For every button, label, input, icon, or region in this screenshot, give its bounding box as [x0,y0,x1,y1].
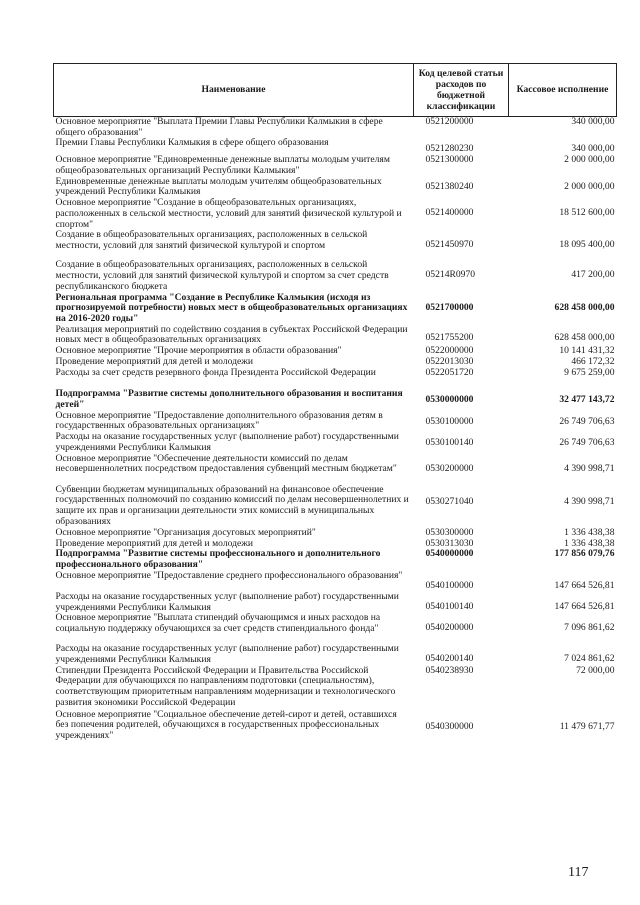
row-code: 0540100000 [425,579,474,591]
row-code: 0521200000 [425,116,474,127]
row-code: 0530200000 [425,462,474,474]
table-row [54,485,617,528]
table-row [54,454,617,485]
row-name: Расходы на оказание государственных услуг (выполнение работ) государственными учреждениями Республики Калмыкия [55,590,399,613]
row-amount: 147 664 526,81 [554,600,615,612]
row-code: 0540100140 [425,600,474,612]
row-name: Проведение мероприятий для детей и молодежи [55,356,254,368]
page-number: 117 [568,865,589,880]
row-amount: 340 000,00 [571,143,615,155]
table-row [54,293,617,325]
row-name: Региональная программа "Создание в Республике Калмыкия (исходя из прогнозируемой потребности) новых мест в общеобразовательных организациях на 2016-2020 годы" [55,291,408,325]
row-amount: 26 749 706,63 [559,415,615,427]
table-row [54,389,617,410]
row-amount: 466 172,32 [571,356,615,368]
row-amount: 177 856 079,76 [554,548,615,560]
table-row [54,571,617,592]
table-row [54,155,617,176]
row-amount: 18 095 400,00 [559,239,615,251]
row-code: 0521380240 [425,180,474,192]
table-row [54,644,617,665]
row-name: Создание в общеобразовательных организациях, расположенных в сельской местности, условий для занятий физической культурой и спортом [55,229,368,252]
table-row [54,138,617,155]
row-code: 0530100000 [425,415,474,427]
row-code: 0540200140 [425,653,474,665]
row-name: Основное мероприятие "Организация досуговых мероприятий" [55,526,316,538]
row-code: 0530000000 [425,394,474,406]
row-name: Основное мероприятие "Предоставление среднего профессионального образования" [55,569,403,581]
row-amount: 4 390 998,71 [564,462,615,474]
row-name: Основное мероприятие "Выплата Премии Главы Республики Калмыкия в сфере общего образования" [55,116,383,138]
row-code: 05214R0970 [425,269,476,281]
row-name: Реализация мероприятий по содействию создания в субъектах Российской Федерации новых мест в общеобразовательных организациях [55,323,408,346]
table-row [54,230,617,260]
row-name: Основное мероприятие "Социальное обеспечение детей-сирот и детей, оставшихся без попечения родителей, обучающихся в государственных профессиональных учреждениях" [55,708,397,742]
row-name: Основное мероприятие "Предоставление дополнительного образования детям в государственных образовательных организациях" [55,409,383,432]
row-name: Основное мероприятие "Обеспечение деятельности комиссий по делам несовершеннолетних посредством предоставления субвенций местным бюджетам" [55,452,397,475]
table-row [54,325,617,346]
row-name: Проведение мероприятий для детей и молодежи [55,537,254,549]
row-name: Единовременные денежные выплаты молодым учителям общеобразовательных учреждений Республики Калмыкия [55,175,382,198]
header-amount: Кассовое исполнение [509,64,617,117]
table-row [54,411,617,432]
row-code: 0521400000 [425,207,474,219]
row-name: Расходы за счет средств резервного фонда Президента Российской Федерации [55,367,376,379]
row-amount: 9 675 259,00 [564,367,615,379]
row-code: 0540200000 [425,622,474,634]
row-name: Подпрограмма "Развитие системы профессионального и дополнительного профессионального образования" [55,548,381,571]
budget-execution-table [53,63,617,744]
row-code: 0522013030 [425,356,474,368]
table-header-row [54,64,617,117]
header-name: Наименование [54,64,414,117]
row-amount: 18 512 600,00 [559,207,615,219]
table-row [54,666,617,710]
row-code: 0530100140 [425,437,474,449]
row-code: 0530313030 [425,537,474,549]
row-amount: 628 458 000,00 [554,301,615,313]
row-name: Основное мероприятие "Прочие мероприятия в области образования" [55,345,342,357]
row-code: 0522000000 [425,345,474,357]
row-code: 0540000000 [425,548,474,560]
table-row [54,613,617,644]
table-row [54,549,617,570]
table-row [54,592,617,613]
row-amount: 7 096 861,62 [564,622,615,634]
row-name: Стипендии Президента Российской Федерации и Правительства Российской Федерации для обучающихся по направлениям подготовки (специальностям), соответствующим приоритетным направлениям модернизации и технологического развития экономики Российской Федерации [55,664,396,708]
row-amount: 340 000,00 [571,116,615,127]
row-name: Создание в общеобразовательных организациях, расположенных в сельской местности, условий для занятий физической культурой и спортом за счет средств республиканского бюджета [55,259,389,292]
row-name: Основное мероприятие "Единовременные денежные выплаты молодым учителям общеобразовательных организаций Республики Калмыкия" [55,154,390,176]
row-code: 0521755200 [425,331,474,343]
row-amount: 11 479 671,77 [559,720,615,732]
table-row [54,260,617,292]
row-name: Расходы на оказание государственных услуг (выполнение работ) государственными учреждениями Республики Калмыкия [55,643,399,665]
row-amount: 1 336 438,38 [564,537,615,549]
row-code: 0521300000 [425,154,474,166]
row-amount: 147 664 526,81 [554,579,615,591]
row-code: 0530300000 [425,526,474,538]
row-code: 0530271040 [425,495,474,507]
row-code: 0522051720 [425,367,474,379]
row-name: Основное мероприятие "Создание в общеобразовательных организациях, расположенных в сельской местности, условий для занятий физической культурой и спортом" [55,197,402,230]
row-name: Премии Главы Республики Калмыкия в сфере общего образования [55,137,329,149]
table-row [54,117,617,139]
row-code: 0540238930 [425,664,474,676]
row-code: 0521700000 [425,301,474,313]
row-amount: 32 477 143,72 [559,394,615,406]
row-amount: 7 024 861,62 [564,653,615,665]
row-amount: 2 000 000,00 [564,180,615,192]
table-row [54,710,617,744]
table-row [54,368,617,389]
row-code: 0521450970 [425,239,474,251]
row-amount: 1 336 438,38 [564,526,615,538]
table-row [54,177,617,198]
row-amount: 628 458 000,00 [554,331,615,343]
table-row [54,432,617,453]
row-amount: 2 000 000,00 [564,154,615,166]
header-code: Код целевой статьи расходов по бюджетной классификации [414,64,509,117]
row-name: Основное мероприятие "Выплата стипендий обучающимся и иных расходов на социальную поддержку обучающихся за счет средств стипендиального фонда" [55,612,381,634]
row-amount: 417 200,00 [571,269,615,281]
row-amount: 26 749 706,63 [559,437,615,449]
row-name: Субвенции бюджетам муниципальных образований на финансовое обеспечение государственных полномочий по созданию комиссий по делам несовершеннолетних и защите их прав и организации деятельности этих комиссий в муниципальных образованиях [55,483,409,527]
row-name: Расходы на оказание государственных услуг (выполнение работ) государственными учреждениями Республики Калмыкия [55,431,399,453]
table-body [54,117,617,744]
row-amount: 4 390 998,71 [564,495,615,507]
row-code: 0521280230 [425,143,474,155]
row-amount: 10 141 431,32 [559,345,615,357]
table-row [54,198,617,230]
row-name: Подпрограмма "Развитие системы дополнительного образования и воспитания детей" [55,388,403,410]
row-code: 0540300000 [425,720,474,732]
table-row [54,528,617,539]
row-amount: 72 000,00 [576,664,615,676]
